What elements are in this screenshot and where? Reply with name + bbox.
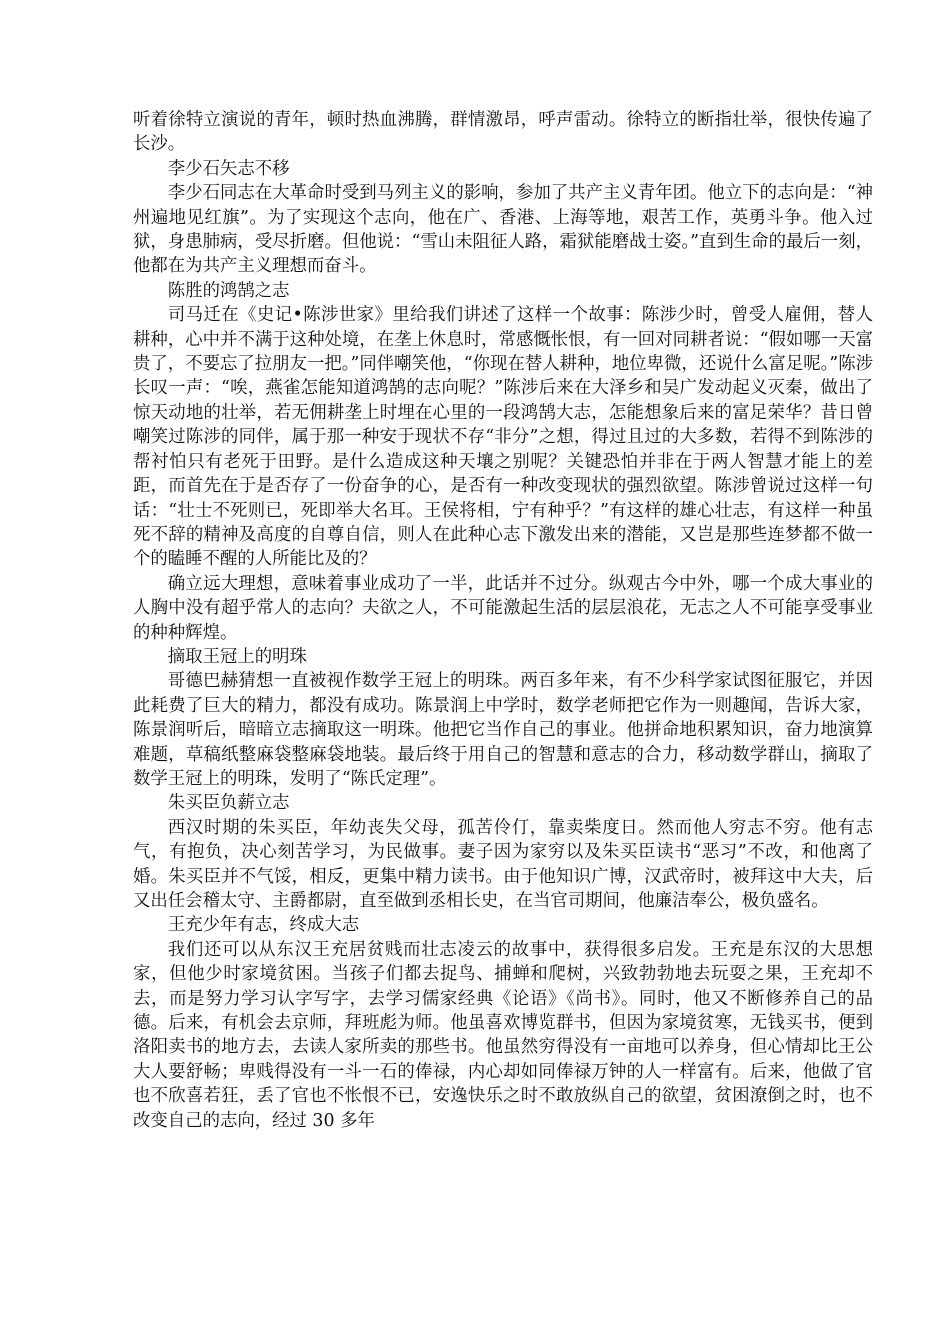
paragraph-chen-jingrun: 哥德巴赫猜想一直被视作数学王冠上的明珠。两百多年来，有不少科学家试图征服它，并因此耗费了巨大的精力，都没有成功。陈景润上中学时，数学老师把它作为一则趣闻，告诉大家，陈景润听后，暗暗立志摘取这一明珠。他把它当作自己的事业。他拼命地积累知识，奋力地演算难题，草稿纸整麻袋整麻袋地装。最后终于用自己的智慧和意志的合力，移动数学群山，摘取了数学王冠上的明珠，发明了“陈氏定理”。 [133, 671, 873, 789]
paragraph-ideal: 确立远大理想，意味着事业成功了一半，此话并不过分。纵观古今中外，哪一个成大事业的人胸中没有超乎常人的志向？夫欲之人，不可能激起生活的层层浪花，无志之人不可能享受事业的种种辉煌。 [133, 573, 873, 643]
paragraph-continuation: 听着徐特立演说的青年，顿时热血沸腾，群情激昂，呼声雷动。徐特立的断指壮举，很快传遍了长沙。 [133, 110, 873, 155]
section-heading-li-shaoshi: 李少石矢志不移 [167, 158, 290, 179]
paragraph-chen-sheng: 司马迁在《史记•陈涉世家》里给我们讲述了这样一个故事：陈涉少时，曾受人雇佣，替人耕种，心中并不满于这种处境，在垄上休息时，常感慨怅恨，有一回对同耕者说：“假如哪一天富贵了，不要忘了拉朋友一把。”同伴嘲笑他，“你现在替人耕种，地位卑微，还说什么富足呢。”陈涉长叹一声：“唉，燕雀怎能知道鸿鹄的志向呢？”陈涉后来在大泽乡和吴广发动起义灭秦，做出了惊天动地的壮举，若无佣耕垄上时埋在心里的一段鸿鹄大志，怎能想象后来的富足荣华？昔日曾嘲笑过陈涉的同伴，属于那一种安于现状不存“非分”之想，得过且过的大多数，若得不到陈涉的帮衬怕只有老死于田野。是什么造成这种天壤之别呢？关键恐怕并非在于两人智慧才能上的差距，而首先在于是否存了一份奋争的心，是否有一种改变现状的强烈欲望。陈涉曾说过这样一句话：“壮士不死则已，死即举大名耳。王侯将相，宁有种乎？”有这样的雄心壮志，有这样一种虽死不辞的精神及高度的自尊自信，则人在此种心志下激发出来的潜能，又岂是那些连梦都不做一个的瞌睡不醒的人所能比及的？ [133, 305, 873, 570]
section-heading-wang-chong: 王充少年有志，终成大志 [167, 915, 360, 936]
section-heading-zhu-maichen: 朱买臣负薪立志 [167, 793, 290, 814]
section-heading-crown-pearl: 摘取王冠上的明珠 [167, 646, 307, 667]
section-heading-chen-sheng: 陈胜的鸿鹄之志 [167, 280, 290, 301]
paragraph-wang-chong: 我们还可以从东汉王充居贫贱而壮志凌云的故事中，获得很多启发。王充是东汉的大思想家，但他少时家境贫困。当孩子们都去捉鸟、捕蝉和爬树，兴致勃勃地去玩耍之果，王充却不去，而是努力学习认字写字，去学习儒家经典《论语》《尚书》。同时，他又不断修养自己的品德。后来，有机会去京师，拜班彪为师。他虽喜欢博览群书，但因为家境贫寒，无钱买书，便到洛阳卖书的地方去，去读人家所卖的那些书。他虽然穷得没有一亩地可以养身，但心情却比王公大人要舒畅；卑贱得没有一斗一石的俸禄，内心却如同俸禄万钟的人一样富有。后来，他做了官也不欣喜若狂，丢了官也不怅恨不已，安逸快乐之时不敢放纵自己的欲望，贫困潦倒之时，也不改变自己的志向，经过 30 多年 [133, 939, 873, 1131]
paragraph-zhu-maichen: 西汉时期的朱买臣，年幼丧失父母，孤苦伶仃，靠卖柴度日。然而他人穷志不穷。他有志气，有抱负，决心刻苦学习，为民做事。妻子因为家穷以及朱买臣读书“恶习”不改，和他离了婚。朱买臣并不气馁，相反，更集中精力读书。由于他知识广博，汉武帝时，被拜这中大夫，后又出任会稽太守、主爵都尉，直至做到丞相长史，在当官司期间，他廉洁奉公，极负盛名。 [133, 817, 873, 911]
document-body [133, 108, 873, 1133]
paragraph-li-shaoshi: 李少石同志在大革命时受到马列主义的影响，参加了共产主义青年团。他立下的志向是：“神州遍地见红旗”。为了实现这个志向，他在广、香港、上海等地，艰苦工作，英勇斗争。他入过狱，身患肺病，受尽折磨。但他说：“雪山未阻征人路，霜狱能磨战士姿。”直到生命的最后一刻，他都在为共产主义理想而奋斗。 [133, 183, 873, 277]
